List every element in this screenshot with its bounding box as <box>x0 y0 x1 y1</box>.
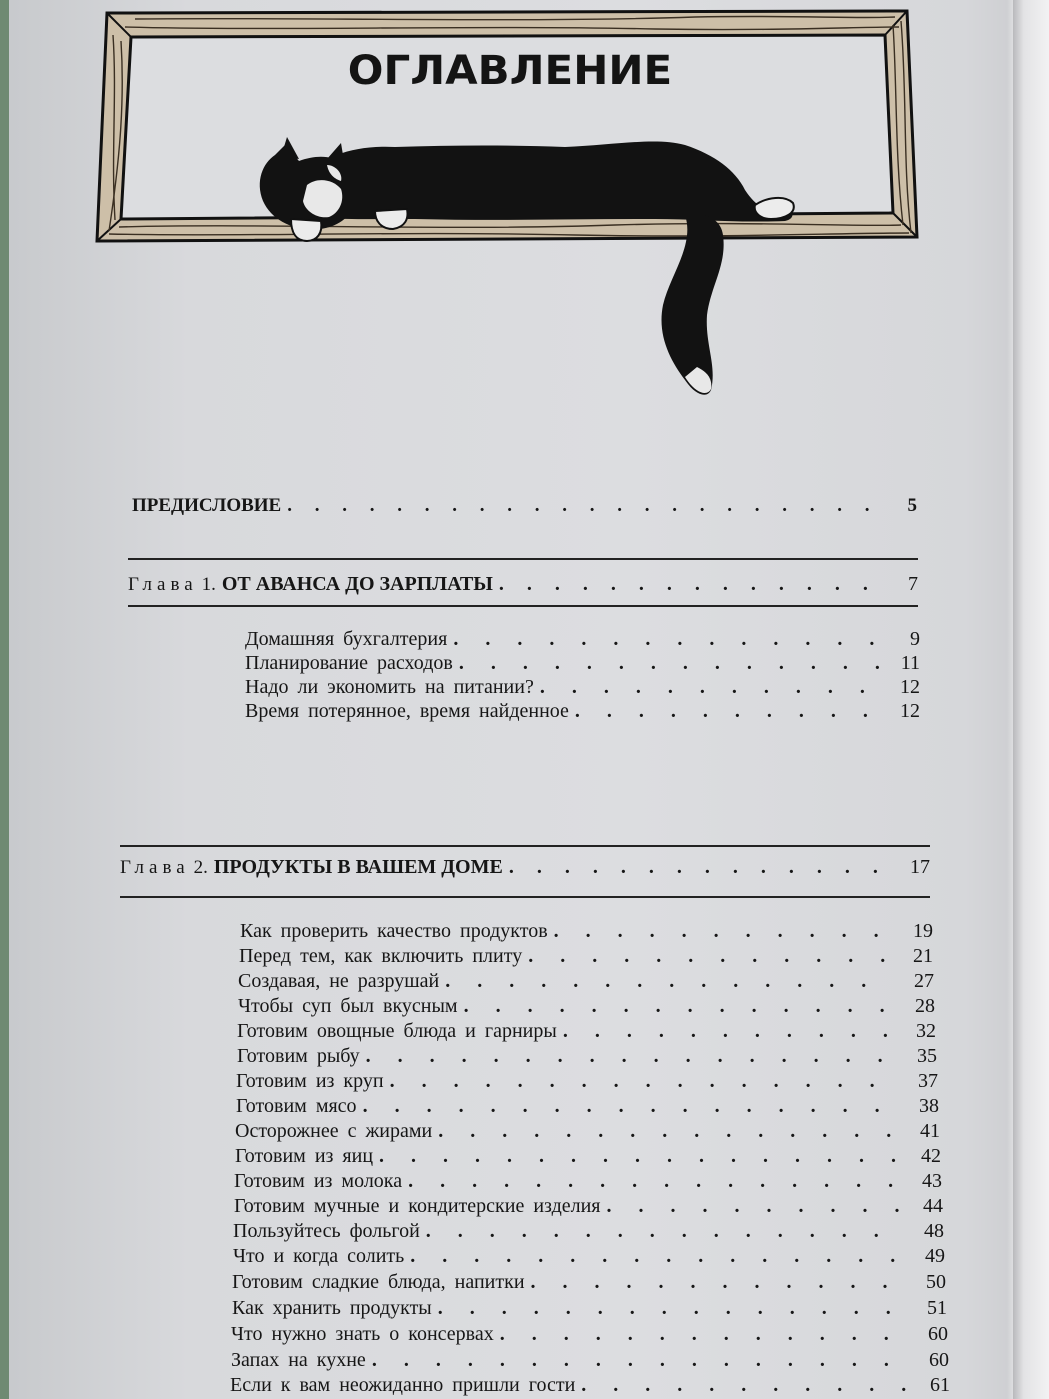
toc-page-number: 38 <box>919 1095 939 1117</box>
leader-dots <box>426 1220 904 1243</box>
toc-section-title: Создавая, не разрушай <box>238 970 440 992</box>
leader-dots <box>408 1170 902 1193</box>
leader-dots <box>390 1070 898 1093</box>
leader-dots <box>575 700 880 723</box>
chapter-rule <box>128 605 918 607</box>
chapter-number: 2. <box>193 857 208 878</box>
toc-page-number: 51 <box>927 1297 947 1319</box>
leader-dots <box>464 995 895 1018</box>
toc-section <box>245 628 920 651</box>
leader-dots <box>509 856 890 879</box>
toc-page-number: 32 <box>916 1020 936 1042</box>
toc-page-number: 9 <box>910 628 920 650</box>
toc-chapter-1 <box>128 573 918 596</box>
toc-page-number: 17 <box>910 856 930 878</box>
toc-section <box>245 676 920 699</box>
leader-dots <box>453 628 880 651</box>
leader-dots <box>410 1245 905 1268</box>
leader-dots <box>459 652 880 675</box>
toc-chapter-2 <box>120 856 930 879</box>
toc-section-title: Готовим из круп <box>236 1070 384 1092</box>
toc-page-number: 60 <box>929 1349 949 1371</box>
toc-page-number: 61 <box>930 1374 950 1396</box>
toc-page-number: 28 <box>915 995 935 1017</box>
chapter-rule <box>120 845 930 847</box>
toc-section <box>237 1020 936 1043</box>
toc-page-number: 37 <box>918 1070 938 1092</box>
toc-section <box>234 1170 942 1193</box>
toc-section-title: Готовим из молока <box>234 1170 403 1192</box>
leader-dots <box>438 1297 907 1320</box>
chapter-number: 1. <box>201 574 216 595</box>
toc-section-title: Планирование расходов <box>245 652 453 674</box>
toc-page-number: 35 <box>917 1045 937 1067</box>
toc-section <box>236 1095 939 1118</box>
leader-dots <box>607 1195 903 1218</box>
toc-section-title: Что нужно знать о консервах <box>231 1323 494 1345</box>
toc-page-number: 27 <box>914 970 934 992</box>
toc-section <box>239 945 933 968</box>
toc-section <box>234 1195 943 1218</box>
toc-section-title: Готовим мясо <box>236 1095 357 1117</box>
toc-section <box>232 1297 947 1320</box>
toc-section-title: Пользуйтесь фольгой <box>233 1220 420 1242</box>
leader-dots <box>563 1020 896 1043</box>
leader-dots <box>531 1271 906 1294</box>
toc-section-title: Домашняя бухгалтерия <box>245 628 448 650</box>
toc-section <box>231 1323 948 1346</box>
toc-section-title: Чтобы суп был вкусным <box>238 995 458 1017</box>
toc-section <box>238 995 935 1018</box>
toc-section-title: Время потерянное, время найденное <box>245 700 569 722</box>
toc-section-title: Как проверить качество продуктов <box>240 920 548 942</box>
toc-section <box>235 1120 940 1143</box>
toc-section-title: Готовим сладкие блюда, напитки <box>232 1271 525 1293</box>
toc-section <box>245 700 920 723</box>
toc-section-title: Что и когда солить <box>233 1245 405 1267</box>
page-title: ОГЛАВЛЕНИЕ <box>347 48 673 94</box>
toc-section-title: Надо ли экономить на питании? <box>245 676 534 698</box>
toc-page-number: 21 <box>913 945 933 967</box>
toc-page-number: 42 <box>921 1145 941 1167</box>
toc-section-title: Запах на кухне <box>231 1349 366 1371</box>
leader-dots <box>499 573 878 596</box>
toc-page-number: 44 <box>923 1195 943 1217</box>
toc-section <box>231 1349 949 1372</box>
toc-section <box>233 1220 944 1243</box>
toc-page-number: 5 <box>907 495 917 516</box>
leader-dots <box>554 920 893 943</box>
leader-dots <box>363 1095 899 1118</box>
chapter-title: ПРОДУКТЫ В ВАШЕМ ДОМЕ <box>213 856 503 878</box>
toc-section <box>235 1145 941 1168</box>
toc-page-number: 19 <box>913 920 933 942</box>
toc-section <box>230 1374 950 1397</box>
leader-dots <box>500 1323 908 1346</box>
toc-page-number: 43 <box>922 1170 942 1192</box>
toc-section-title: Как хранить продукты <box>232 1297 432 1319</box>
book-cover-edge <box>0 0 9 1399</box>
toc-page-number: 50 <box>926 1271 946 1293</box>
toc-section-title: Осторожнее с жирами <box>235 1120 433 1142</box>
chapter-label: Глава <box>120 857 190 878</box>
toc-section-title: Готовим из яиц <box>235 1145 374 1167</box>
toc-section <box>233 1245 945 1268</box>
toc-page-number: 7 <box>908 573 918 595</box>
chapter-label: Глава <box>128 574 198 595</box>
chapter-title: ОТ АВАНСА ДО ЗАРПЛАТЫ <box>221 573 493 595</box>
leader-dots <box>372 1349 909 1372</box>
toc-section-title: Готовим мучные и кондитерские изделия <box>234 1195 601 1217</box>
chapter-rule <box>128 558 918 560</box>
toc-section <box>245 652 920 675</box>
toc-page-number: 48 <box>924 1220 944 1242</box>
chapter-rule <box>120 896 930 898</box>
toc-section-title: Готовим овощные блюда и гарниры <box>237 1020 557 1042</box>
leader-dots <box>581 1374 910 1397</box>
toc-page-number: 60 <box>928 1323 948 1345</box>
toc-page-number: 12 <box>900 676 920 698</box>
leader-dots <box>528 945 893 968</box>
toc-section <box>238 970 934 993</box>
leader-dots <box>379 1145 901 1168</box>
leader-dots <box>540 676 880 699</box>
toc-section <box>240 920 933 943</box>
leader-dots <box>438 1120 900 1143</box>
toc-section-title: Готовим рыбу <box>237 1045 360 1067</box>
leader-dots <box>366 1045 897 1068</box>
toc-page-number: 49 <box>925 1245 945 1267</box>
toc-page-number: 41 <box>920 1120 940 1142</box>
toc-section <box>232 1271 946 1294</box>
toc-section-title: Перед тем, как включить плиту <box>239 945 523 967</box>
toc-section <box>236 1070 938 1093</box>
toc-entry-title: ПРЕДИСЛОВИЕ <box>132 495 282 516</box>
page-edge <box>1013 0 1049 1399</box>
toc-section-title: Если к вам неожиданно пришли гости <box>230 1374 576 1396</box>
leader-dots <box>445 970 894 993</box>
toc-page-number: 12 <box>900 700 920 722</box>
toc-page-number: 11 <box>900 652 920 674</box>
toc-section <box>237 1045 937 1068</box>
toc-entry-preface <box>132 495 917 517</box>
leader-dots <box>287 495 877 517</box>
